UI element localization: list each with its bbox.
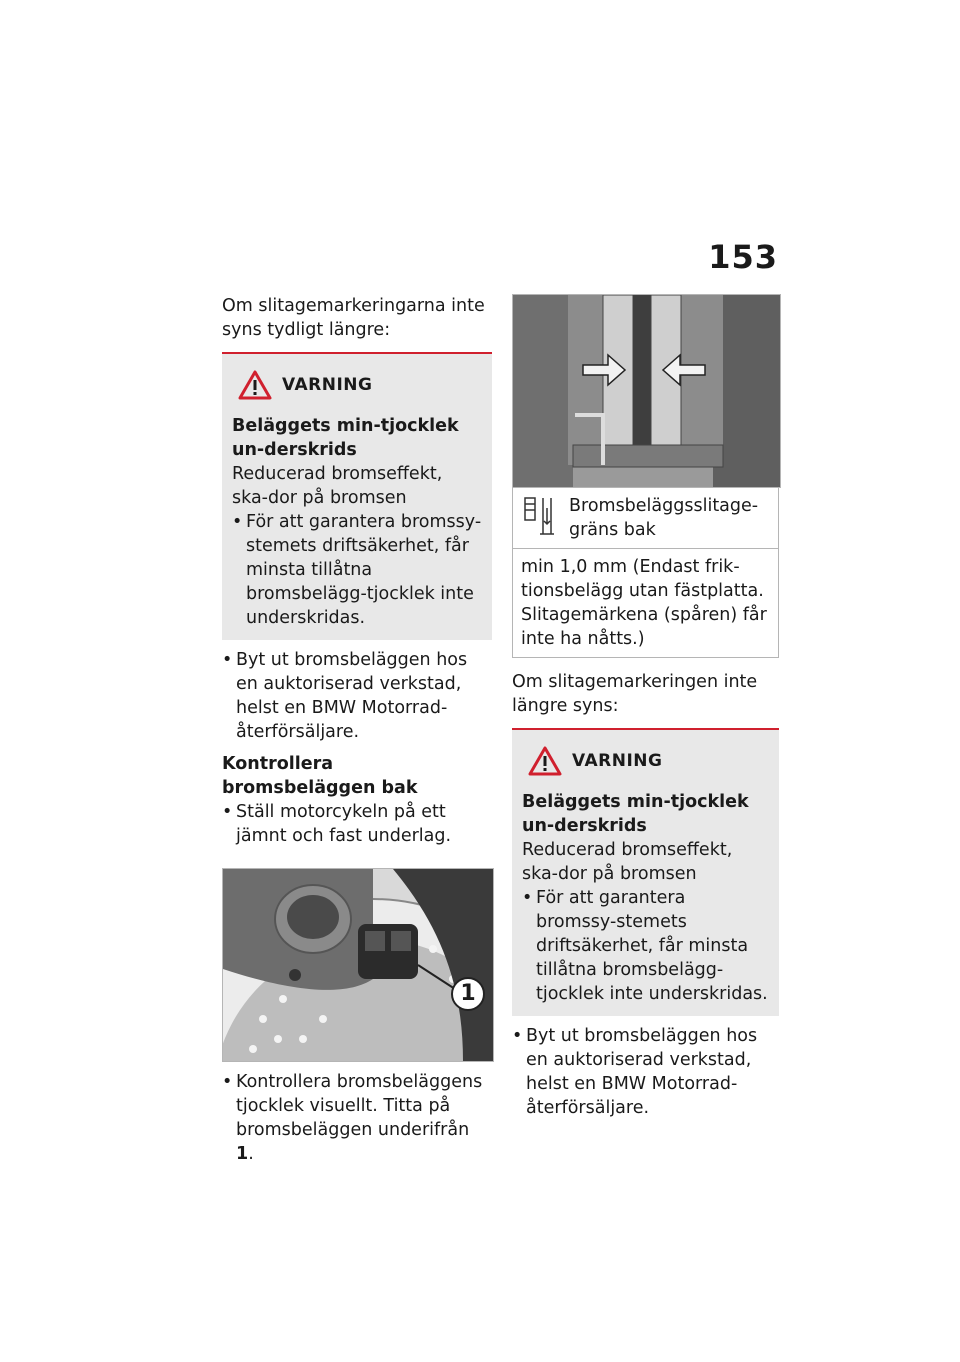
left-intro: Om slitagemarkeringarna inte syns tydligt längre:: [222, 296, 485, 340]
warning-triangle-icon: [238, 370, 272, 400]
right-intro: Om slitagemarkeringen inte längre syns:: [512, 672, 758, 716]
warning-bullet: • För att garantera bromssy-stemets driftsäkerhet, får minsta tillåtna bromsbelägg-tjocklek inte underskridas.: [232, 510, 482, 630]
warning-consequence: Reducerad bromseffekt, ska-dor på bromsen: [522, 840, 733, 884]
warning-heading: Beläggets min-tjocklek un-derskrids: [232, 416, 459, 460]
bullet-check-pads: [222, 1070, 492, 1166]
check-pads-text: Kontrollera bromsbeläggens tjocklek visuellt. Titta på bromsbeläggen underifrån: [236, 1072, 483, 1140]
warning-triangle-icon: [528, 746, 562, 776]
brake-caliper-illustration: [223, 869, 493, 1061]
warning-title: VARNING: [572, 751, 663, 771]
warning-bullet: • För att garantera bromssy-stemets driftsäkerhet, får minsta tillåtna bromsbelägg-tjocklek inte underskridas.: [522, 886, 769, 1006]
warning-title: VARNING: [282, 375, 373, 395]
spec-table: [512, 488, 779, 658]
warning-header: [528, 746, 769, 776]
brake-pad-wear-icon: [521, 494, 557, 538]
warning-box: [512, 730, 779, 1016]
bullet-replace-pads: • Byt ut bromsbeläggen hos en auktoriserad verkstad, helst en BMW Motorrad-återförsäljare.: [222, 648, 492, 744]
spec-header: [513, 488, 778, 549]
page-number: 153: [708, 238, 778, 276]
warning-heading: Beläggets min-tjocklek un-derskrids: [522, 792, 749, 836]
brake-caliper-image: [222, 868, 494, 1062]
warning-consequence: Reducerad bromseffekt, ska-dor på bromsen: [232, 464, 443, 508]
check-pads-end: .: [248, 1144, 254, 1164]
right-column: [512, 294, 779, 1120]
warning-box: [222, 354, 492, 640]
spec-label: Bromsbeläggsslitage-gräns bak: [569, 496, 759, 540]
bullet-stand-motorcycle: • Ställ motorcykeln på ett jämnt och fast underlag.: [222, 800, 492, 848]
brake-pads-illustration: [513, 295, 780, 487]
callout-1: 1: [451, 977, 485, 1011]
section-heading: Kontrollera bromsbeläggen bak: [222, 754, 418, 798]
check-pads-ref: 1: [236, 1144, 249, 1164]
bullet-replace-pads: • Byt ut bromsbeläggen hos en auktoriserad verkstad, helst en BMW Motorrad-återförsäljare.: [512, 1024, 779, 1120]
left-column: [222, 294, 492, 1166]
brake-pads-image: [512, 294, 781, 488]
warning-header: [238, 370, 482, 400]
spec-value: min 1,0 mm (Endast frik-tionsbelägg utan fästplatta. Slitagemärkena (spåren) får inte ha nåtts.): [521, 557, 767, 649]
